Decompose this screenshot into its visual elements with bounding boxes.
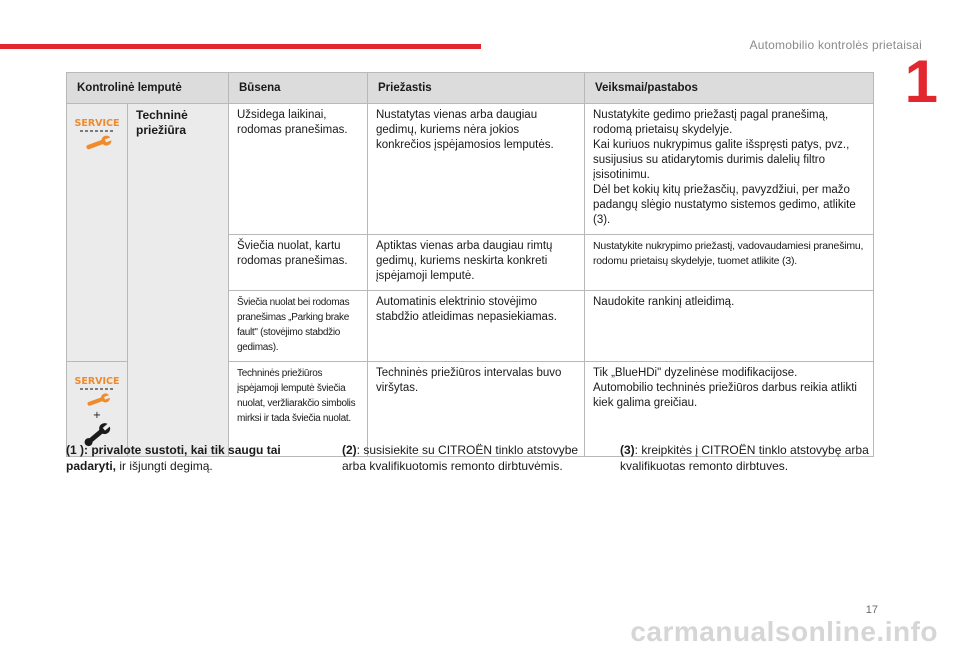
footnote-2-ref: (2) — [342, 443, 357, 457]
row-3-cause: Automatinis elektrinio stovėjimo stabdžio atleidimas nepasiekiamas. — [368, 291, 585, 362]
col-header-lamp: Kontrolinė lemputė — [67, 73, 229, 104]
row-3-state: Šviečia nuolat bei rodomas pranešimas „Parking brake fault" (stovėjimo stabdžio gedimas). — [229, 291, 368, 362]
svg-text:SERVICE: SERVICE — [74, 376, 120, 387]
footnote-1-ref: (1 ): — [66, 443, 88, 457]
footnote-2 — [342, 442, 592, 474]
row-1-action — [585, 104, 874, 235]
row-1-action-line-3: Dėl bet kokių kitų priežasčių, pavyzdžiui, per mažo padangų slėgio nustatymo sistemos gedimo, atlikite (3). — [593, 184, 856, 226]
footnote-3-text: : kreipkitės į CITROËN tinklo atstovybę arba kvalifikuotas remonto dirbtuves. — [620, 443, 869, 473]
row-1-cause: Nustatytas vienas arba daugiau gedimų, kuriems nėra jokios konkrečios įspėjamosios lemputės. — [368, 104, 585, 235]
chapter-number: 1 — [904, 48, 938, 115]
row-4-cause: Techninės priežiūros intervalas buvo viršytas. — [368, 362, 585, 457]
row-1-state: Užsidega laikinai, rodomas pranešimas. — [229, 104, 368, 235]
row-1-action-line-2: Kai kuriuos nukrypimus galite išspręsti patys, pvz., susijusius su atidarytomis durimis dalelių filtro įsisotinimu. — [593, 139, 850, 181]
row-1-action-line-1: Nustatykite gedimo priežastį pagal pranešimą, rodomą prietaisų skydelyje. — [593, 109, 829, 136]
table-row — [67, 104, 874, 235]
footnote-1 — [66, 442, 306, 474]
lamp-name: Techninė priežiūra — [128, 104, 229, 457]
page-number: 17 — [865, 604, 878, 616]
row-3-action: Naudokite rankinį atleidimą. — [585, 291, 874, 362]
warning-lamp-table — [66, 72, 874, 457]
row-2-action: Nustatykite nukrypimo priežastį, vadovaudamiesi pranešimu, rodomu prietaisų skydelyje, tuomet atlikite (3). — [585, 235, 874, 291]
svg-text:SERVICE: SERVICE — [74, 118, 120, 129]
footnote-3-ref: (3) — [620, 443, 635, 457]
col-header-state: Būsena — [229, 73, 368, 104]
watermark: carmanualsonline.info — [630, 616, 938, 647]
chapter-title: Automobilio kontrolės prietaisai — [749, 38, 922, 52]
footnote-1-bold: privalote sustoti, kai tik saugu tai padaryti, — [66, 443, 281, 473]
row-2-cause: Aptiktas vienas arba daugiau rimtų gedimų, kuriems neskirta konkreti įspėjamoji lemputė. — [368, 235, 585, 291]
row-4-action-line-1: Tik „BlueHDi" dyzelinėse modifikacijose. — [593, 367, 798, 379]
footnote-3 — [620, 442, 874, 474]
row-4-action-line-2: Automobilio techninės priežiūros darbus reikia atlikti kiek galima greičiau. — [593, 382, 857, 409]
lamp-icon-cell — [67, 104, 128, 362]
table-header-row — [67, 73, 874, 104]
col-header-action: Veiksmai/pastabos — [585, 73, 874, 104]
col-header-cause: Priežastis — [368, 73, 585, 104]
footnote-1-text: ir išjungti degimą. — [119, 459, 213, 473]
header-accent-bar — [0, 44, 481, 49]
svg-text:+: + — [92, 410, 102, 421]
row-2-state: Šviečia nuolat, kartu rodomas pranešimas. — [229, 235, 368, 291]
service-wrench-plus-icon — [74, 372, 120, 450]
service-wrench-icon — [74, 114, 120, 160]
footnote-2-text: : susisiekite su CITROËN tinklo atstovybe arba kvalifikuotomis remonto dirbtuvėmis. — [342, 443, 579, 473]
row-4-state: Techninės priežiūros įspėjamoji lemputė šviečia nuolat, veržliarakčio simbolis mirksi ir tada šviečia nuolat. — [229, 362, 368, 457]
